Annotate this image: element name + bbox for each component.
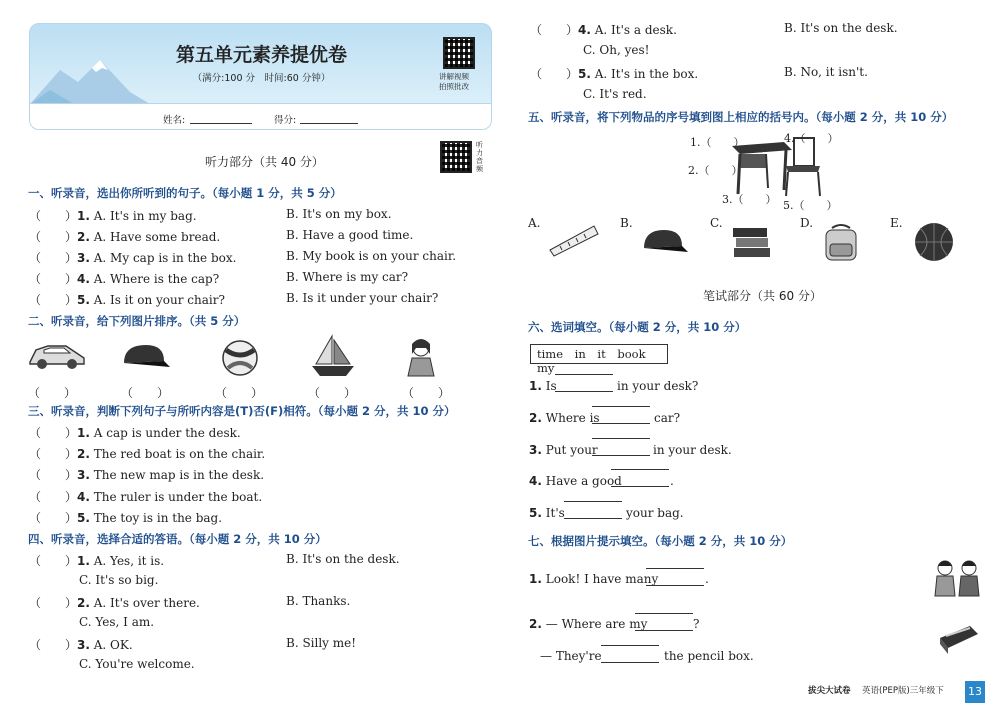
cap-icon bbox=[120, 341, 172, 373]
section-5-title: 五、听录音，将下列物品的序号填到图上相应的括号内。（每小题 2 分，共 10 分） bbox=[528, 110, 954, 124]
fill-question-1-end: in your desk? bbox=[617, 379, 699, 393]
option-b: B. It's on the desk. bbox=[784, 21, 898, 35]
answer-blank[interactable] bbox=[611, 486, 669, 487]
option-b: B. Where is my car? bbox=[286, 270, 409, 284]
fill-question-5-end: your bag. bbox=[626, 506, 684, 520]
option-c: C. You're welcome. bbox=[79, 657, 195, 671]
section-1-title: 一、听录音，选出你所听到的句子。（每小题 1 分，共 5 分） bbox=[28, 186, 342, 200]
exam-meta: （满分:100 分 时间:60 分钟） bbox=[192, 73, 331, 84]
picture-question-2: 2. — Where are my bbox=[529, 617, 648, 631]
fill-question-2: 2. Where is bbox=[529, 411, 600, 425]
fill-question-3: 3. Put your bbox=[529, 443, 598, 457]
answer-blank[interactable] bbox=[601, 662, 659, 663]
option-label-d: D. bbox=[800, 216, 814, 230]
answer-blank[interactable] bbox=[601, 645, 659, 646]
order-bracket[interactable]: （ ） bbox=[308, 386, 357, 400]
boat-icon bbox=[310, 334, 356, 378]
answer-blank[interactable] bbox=[611, 469, 669, 470]
question-row: （ ）5. A. Is it on your chair? bbox=[29, 293, 225, 307]
answer-blank[interactable] bbox=[635, 613, 693, 614]
word-bank: time in it book my bbox=[530, 344, 668, 364]
picture-question-1-end: . bbox=[705, 572, 709, 586]
basketball-icon bbox=[912, 220, 956, 264]
option-b: B. Silly me! bbox=[286, 636, 357, 650]
name-field[interactable] bbox=[190, 112, 252, 124]
option-label-e: E. bbox=[890, 216, 903, 230]
answer-blank[interactable] bbox=[592, 438, 650, 439]
header-banner bbox=[29, 23, 492, 130]
option-b: B. My book is on your chair. bbox=[286, 249, 457, 263]
answer-blank[interactable] bbox=[564, 518, 622, 519]
response-question: （ ）2. A. It's over there. bbox=[29, 596, 200, 610]
answer-blank[interactable] bbox=[555, 374, 613, 375]
option-c: C. It's so big. bbox=[79, 573, 159, 587]
marker-2[interactable]: 2.（ ） bbox=[688, 164, 743, 177]
score-label: 得分: bbox=[274, 115, 297, 126]
listening-title: 听力部分（共 40 分） bbox=[205, 155, 324, 169]
answer-blank[interactable] bbox=[555, 391, 613, 392]
answer-blank[interactable] bbox=[564, 501, 622, 502]
tf-question: （ ）1. A cap is under the desk. bbox=[29, 426, 241, 440]
question-row: （ ）4. A. Where is the cap? bbox=[29, 272, 220, 286]
qr-code-icon[interactable] bbox=[443, 37, 475, 69]
answer-blank[interactable] bbox=[646, 585, 704, 586]
section-3-title: 三、听录音，判断下列句子与所听内容是(T)否(F)相符。（每小题 2 分，共 10 分） bbox=[28, 404, 456, 418]
fill-question-2-end: car? bbox=[654, 411, 681, 425]
tf-question: （ ）2. The red boat is on the chair. bbox=[29, 447, 266, 461]
ruler-icon bbox=[548, 222, 600, 258]
answer-blank[interactable] bbox=[592, 423, 650, 424]
picture-question-2-end: ? bbox=[693, 617, 700, 631]
question-row: （ ）3. A. My cap is in the box. bbox=[29, 251, 237, 265]
section-7-title: 七、根据图片提示填空。（每小题 2 分，共 10 分） bbox=[528, 534, 793, 548]
qr-caption-video: 讲解视频 bbox=[439, 72, 469, 81]
tf-question: （ ）4. The ruler is under the boat. bbox=[29, 490, 263, 504]
tf-question: （ ）5. The toy is in the bag. bbox=[29, 511, 223, 525]
marker-5[interactable]: 5.（ ） bbox=[783, 199, 838, 212]
name-label: 姓名: bbox=[163, 115, 186, 126]
cap-icon bbox=[640, 226, 690, 256]
response-question: （ ）4. A. It's a desk. bbox=[530, 23, 677, 37]
option-label-c: C. bbox=[710, 216, 723, 230]
fill-question-3-end: in your desk. bbox=[653, 443, 732, 457]
doll-icon bbox=[404, 336, 438, 380]
fill-question-4: 4. Have a good bbox=[529, 474, 622, 488]
question-row: （ ）2. A. Have some bread. bbox=[29, 230, 221, 244]
option-c: C. Oh, yes! bbox=[583, 43, 650, 57]
ball-icon bbox=[220, 338, 260, 378]
response-question: （ ）3. A. OK. bbox=[29, 638, 133, 652]
answer-blank[interactable] bbox=[646, 568, 704, 569]
fill-question-5: 5. It's bbox=[529, 506, 565, 520]
option-b: B. It's on my box. bbox=[286, 207, 392, 221]
section-6-title: 六、选词填空。（每小题 2 分，共 10 分） bbox=[528, 320, 747, 334]
books-icon bbox=[730, 222, 774, 260]
footer-brand: 拔尖大试卷 bbox=[808, 686, 851, 696]
page-title: 第五单元素养提优卷 bbox=[175, 44, 347, 66]
answer-blank[interactable] bbox=[635, 630, 693, 631]
marker-1[interactable]: 1.（ ） bbox=[690, 136, 745, 149]
score-field[interactable] bbox=[300, 112, 358, 124]
order-bracket[interactable]: （ ） bbox=[215, 386, 264, 400]
dolls-icon bbox=[933, 556, 983, 604]
option-b: B. Is it under your chair? bbox=[286, 291, 439, 305]
picture-question-2-answer: — They're bbox=[540, 649, 602, 663]
section-2-title: 二、听录音，给下列图片排序。（共 5 分） bbox=[28, 314, 246, 328]
picture-question-2-answer-end: the pencil box. bbox=[664, 649, 754, 663]
marker-3[interactable]: 3.（ ） bbox=[722, 193, 777, 206]
option-b: B. Have a good time. bbox=[286, 228, 414, 242]
listening-qr-icon[interactable] bbox=[440, 141, 472, 173]
listening-qr-label: 听力音频 bbox=[476, 141, 483, 173]
question-row: （ ）1. A. It's in my bag. bbox=[29, 209, 197, 223]
option-b: B. No, it isn't. bbox=[784, 65, 868, 79]
tf-question: （ ）3. The new map is in the desk. bbox=[29, 468, 265, 482]
footer-book: 英语(PEP版)三年级下 bbox=[862, 686, 944, 696]
order-bracket[interactable]: （ ） bbox=[28, 386, 77, 400]
option-label-a: A. bbox=[528, 216, 541, 230]
option-c: C. Yes, I am. bbox=[79, 615, 155, 629]
answer-blank[interactable] bbox=[592, 406, 650, 407]
order-bracket[interactable]: （ ） bbox=[121, 386, 170, 400]
option-b: B. Thanks. bbox=[286, 594, 351, 608]
picture-question-1: 1. Look! I have many bbox=[529, 572, 659, 586]
page-number: 13 bbox=[965, 681, 985, 703]
car-icon bbox=[26, 338, 86, 372]
pencil-box-icon bbox=[936, 616, 980, 656]
response-question: （ ）1. A. Yes, it is. bbox=[29, 554, 165, 568]
order-bracket[interactable]: （ ） bbox=[402, 386, 451, 400]
writing-title: 笔试部分（共 60 分） bbox=[703, 289, 822, 303]
section-4-title: 四、听录音，选择合适的答语。（每小题 2 分，共 10 分） bbox=[28, 532, 327, 546]
answer-blank[interactable] bbox=[592, 455, 650, 456]
option-b: B. It's on the desk. bbox=[286, 552, 400, 566]
option-c: C. It's red. bbox=[583, 87, 647, 101]
fill-question-1: 1. Is bbox=[529, 379, 557, 393]
response-question: （ ）5. A. It's in the box. bbox=[530, 67, 699, 81]
fill-question-4-end: . bbox=[670, 474, 674, 488]
name-score-row bbox=[30, 103, 491, 130]
option-label-b: B. bbox=[620, 216, 633, 230]
marker-4[interactable]: 4.（ ） bbox=[784, 132, 839, 145]
schoolbag-icon bbox=[820, 222, 862, 262]
qr-caption-grade: 拍照批改 bbox=[439, 82, 469, 91]
